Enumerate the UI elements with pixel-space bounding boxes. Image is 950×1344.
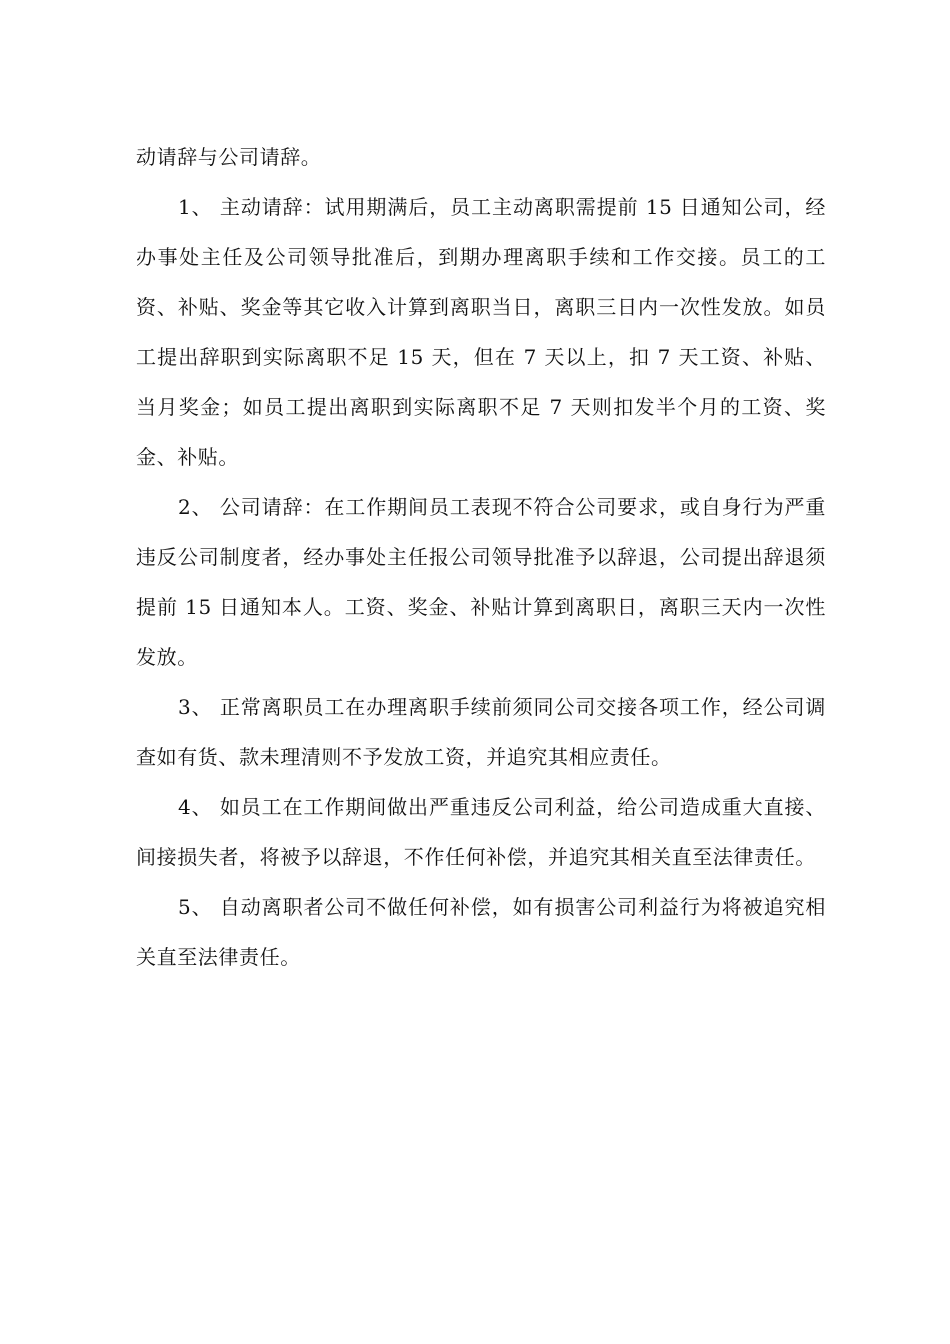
- paragraph-item-3: 3、 正常离职员工在办理离职手续前须同公司交接各项工作，经公司调查如有货、款未理清则不予发放工资，并追究其相应责任。: [136, 695, 826, 769]
- document-body: [136, 132, 826, 982]
- paragraph-item-5: 5、 自动离职者公司不做任何补偿，如有损害公司利益行为将被追究相关直至法律责任。: [136, 895, 826, 969]
- paragraph-item-1: 1、 主动请辞：试用期满后，员工主动离职需提前 15 日通知公司，经办事处主任及公司领导批准后，到期办理离职手续和工作交接。员工的工资、补贴、奖金等其它收入计算到离职当日，离职三日内一次性发放。如员工提出辞职到实际离职不足 15 天，但在 7 天以上，扣 7 天工资、补贴、当月奖金；如员工提出离职到实际离职不足 7 天则扣发半个月的工资、奖金、补贴。: [136, 195, 826, 469]
- paragraph-item-4: 4、 如员工在工作期间做出严重违反公司利益，给公司造成重大直接、间接损失者，将被予以辞退，不作任何补偿，并追究其相关直至法律责任。: [136, 795, 826, 869]
- paragraph-item-2: 2、 公司请辞：在工作期间员工表现不符合公司要求，或自身行为严重违反公司制度者，经办事处主任报公司领导批准予以辞退，公司提出辞退须提前 15 日通知本人。工资、奖金、补贴计算到离职日，离职三天内一次性发放。: [136, 495, 826, 669]
- paragraph-continuation: 动请辞与公司请辞。: [136, 145, 322, 169]
